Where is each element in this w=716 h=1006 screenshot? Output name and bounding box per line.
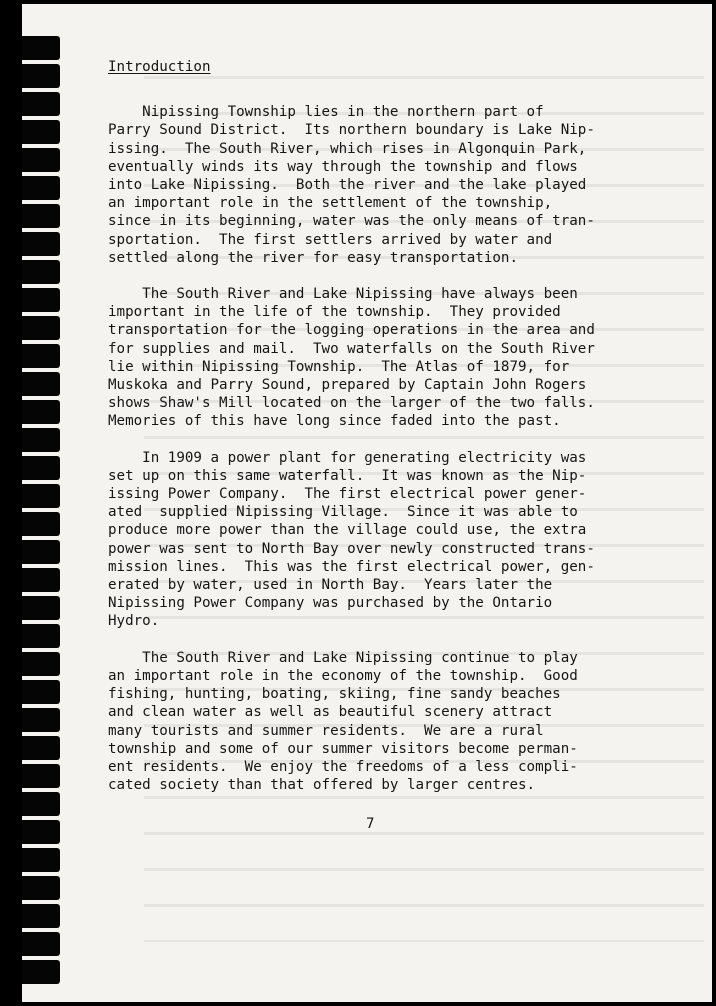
binding-ring [22, 708, 60, 732]
binding-ring [22, 960, 60, 984]
binding-ring [22, 680, 60, 704]
binding-ring [22, 876, 60, 900]
binding-ring [22, 624, 60, 648]
binding-ring [22, 400, 60, 424]
document-body [108, 58, 628, 812]
binding-ring [22, 92, 60, 116]
page-number: 7 [366, 816, 375, 832]
binding-ring [22, 64, 60, 88]
binding-ring [22, 540, 60, 564]
binding-ring [22, 120, 60, 144]
spiral-binding [0, 0, 60, 1006]
binding-ring [22, 820, 60, 844]
binding-ring [22, 344, 60, 368]
binding-ring [22, 204, 60, 228]
binding-ring [22, 764, 60, 788]
binding-ring [22, 176, 60, 200]
scan-border [712, 0, 716, 1006]
paragraph: In 1909 a power plant for generating electricity was set up on this same waterfall. It was known as the Nip- issing Power Company. The first electrical power gener- ated supplied Nipissing Village. Since it was able to produce more power than the village could use, the extra power was sent to North Bay over newly constructed trans- mission lines. This was the first electrical power, gen- erated by water, used in North Bay. Years later the Nipissing Power Company was purchased by the Ontario Hydro. [108, 449, 595, 630]
paragraph: The South River and Lake Nipissing continue to play an important role in the economy of the township. Good fishing, hunting, boating, skiing, fine sandy beaches and clean water as well as beautiful scenery attract many tourists and summer residents. We are a rural township and some of our summer visitors become perman- ent residents. We enjoy the freedoms of a less compli- cated society than that offered by larger centres. [108, 649, 578, 794]
binding-ring [22, 372, 60, 396]
binding-ring [22, 596, 60, 620]
binding-ring [22, 932, 60, 956]
binding-ring [22, 736, 60, 760]
paragraph: Nipissing Township lies in the northern part of Parry Sound District. Its northern boundary is Lake Nip- issing. The South River, which rises in Algonquin Park, eventually winds its way through the township and flows into Lake Nipissing. Both the river and the lake played an important role in the settlement of the township, since in its beginning, water was the only means of tran- sportation. The first settlers arrived by water and settled along the river for easy transportation. [108, 104, 595, 266]
binding-ring [22, 36, 60, 60]
binding-ring [22, 428, 60, 452]
binding-ring [22, 316, 60, 340]
binding-ring [22, 848, 60, 872]
binding-ring [22, 904, 60, 928]
binding-ring [22, 792, 60, 816]
paragraph: The South River and Lake Nipissing have always been important in the life of the township. They provided transportation for the logging operations in the area and for supplies and mail. Two waterfalls on the South River lie within Nipissing Township. The Atlas of 1879, for Muskoka and Parry Sound, prepared by Captain John Rogers shows Shaw's Mill located on the larger of the two falls. Memories of this have long since faded into the past. [108, 286, 595, 430]
binding-ring [22, 652, 60, 676]
section-heading: Introduction [108, 59, 211, 75]
binding-ring [22, 484, 60, 508]
binding-ring [22, 288, 60, 312]
binding-ring [22, 456, 60, 480]
binding-ring [22, 568, 60, 592]
binding-ring [22, 260, 60, 284]
binding-ring [22, 148, 60, 172]
binding-ring [22, 232, 60, 256]
binding-ring [22, 512, 60, 536]
